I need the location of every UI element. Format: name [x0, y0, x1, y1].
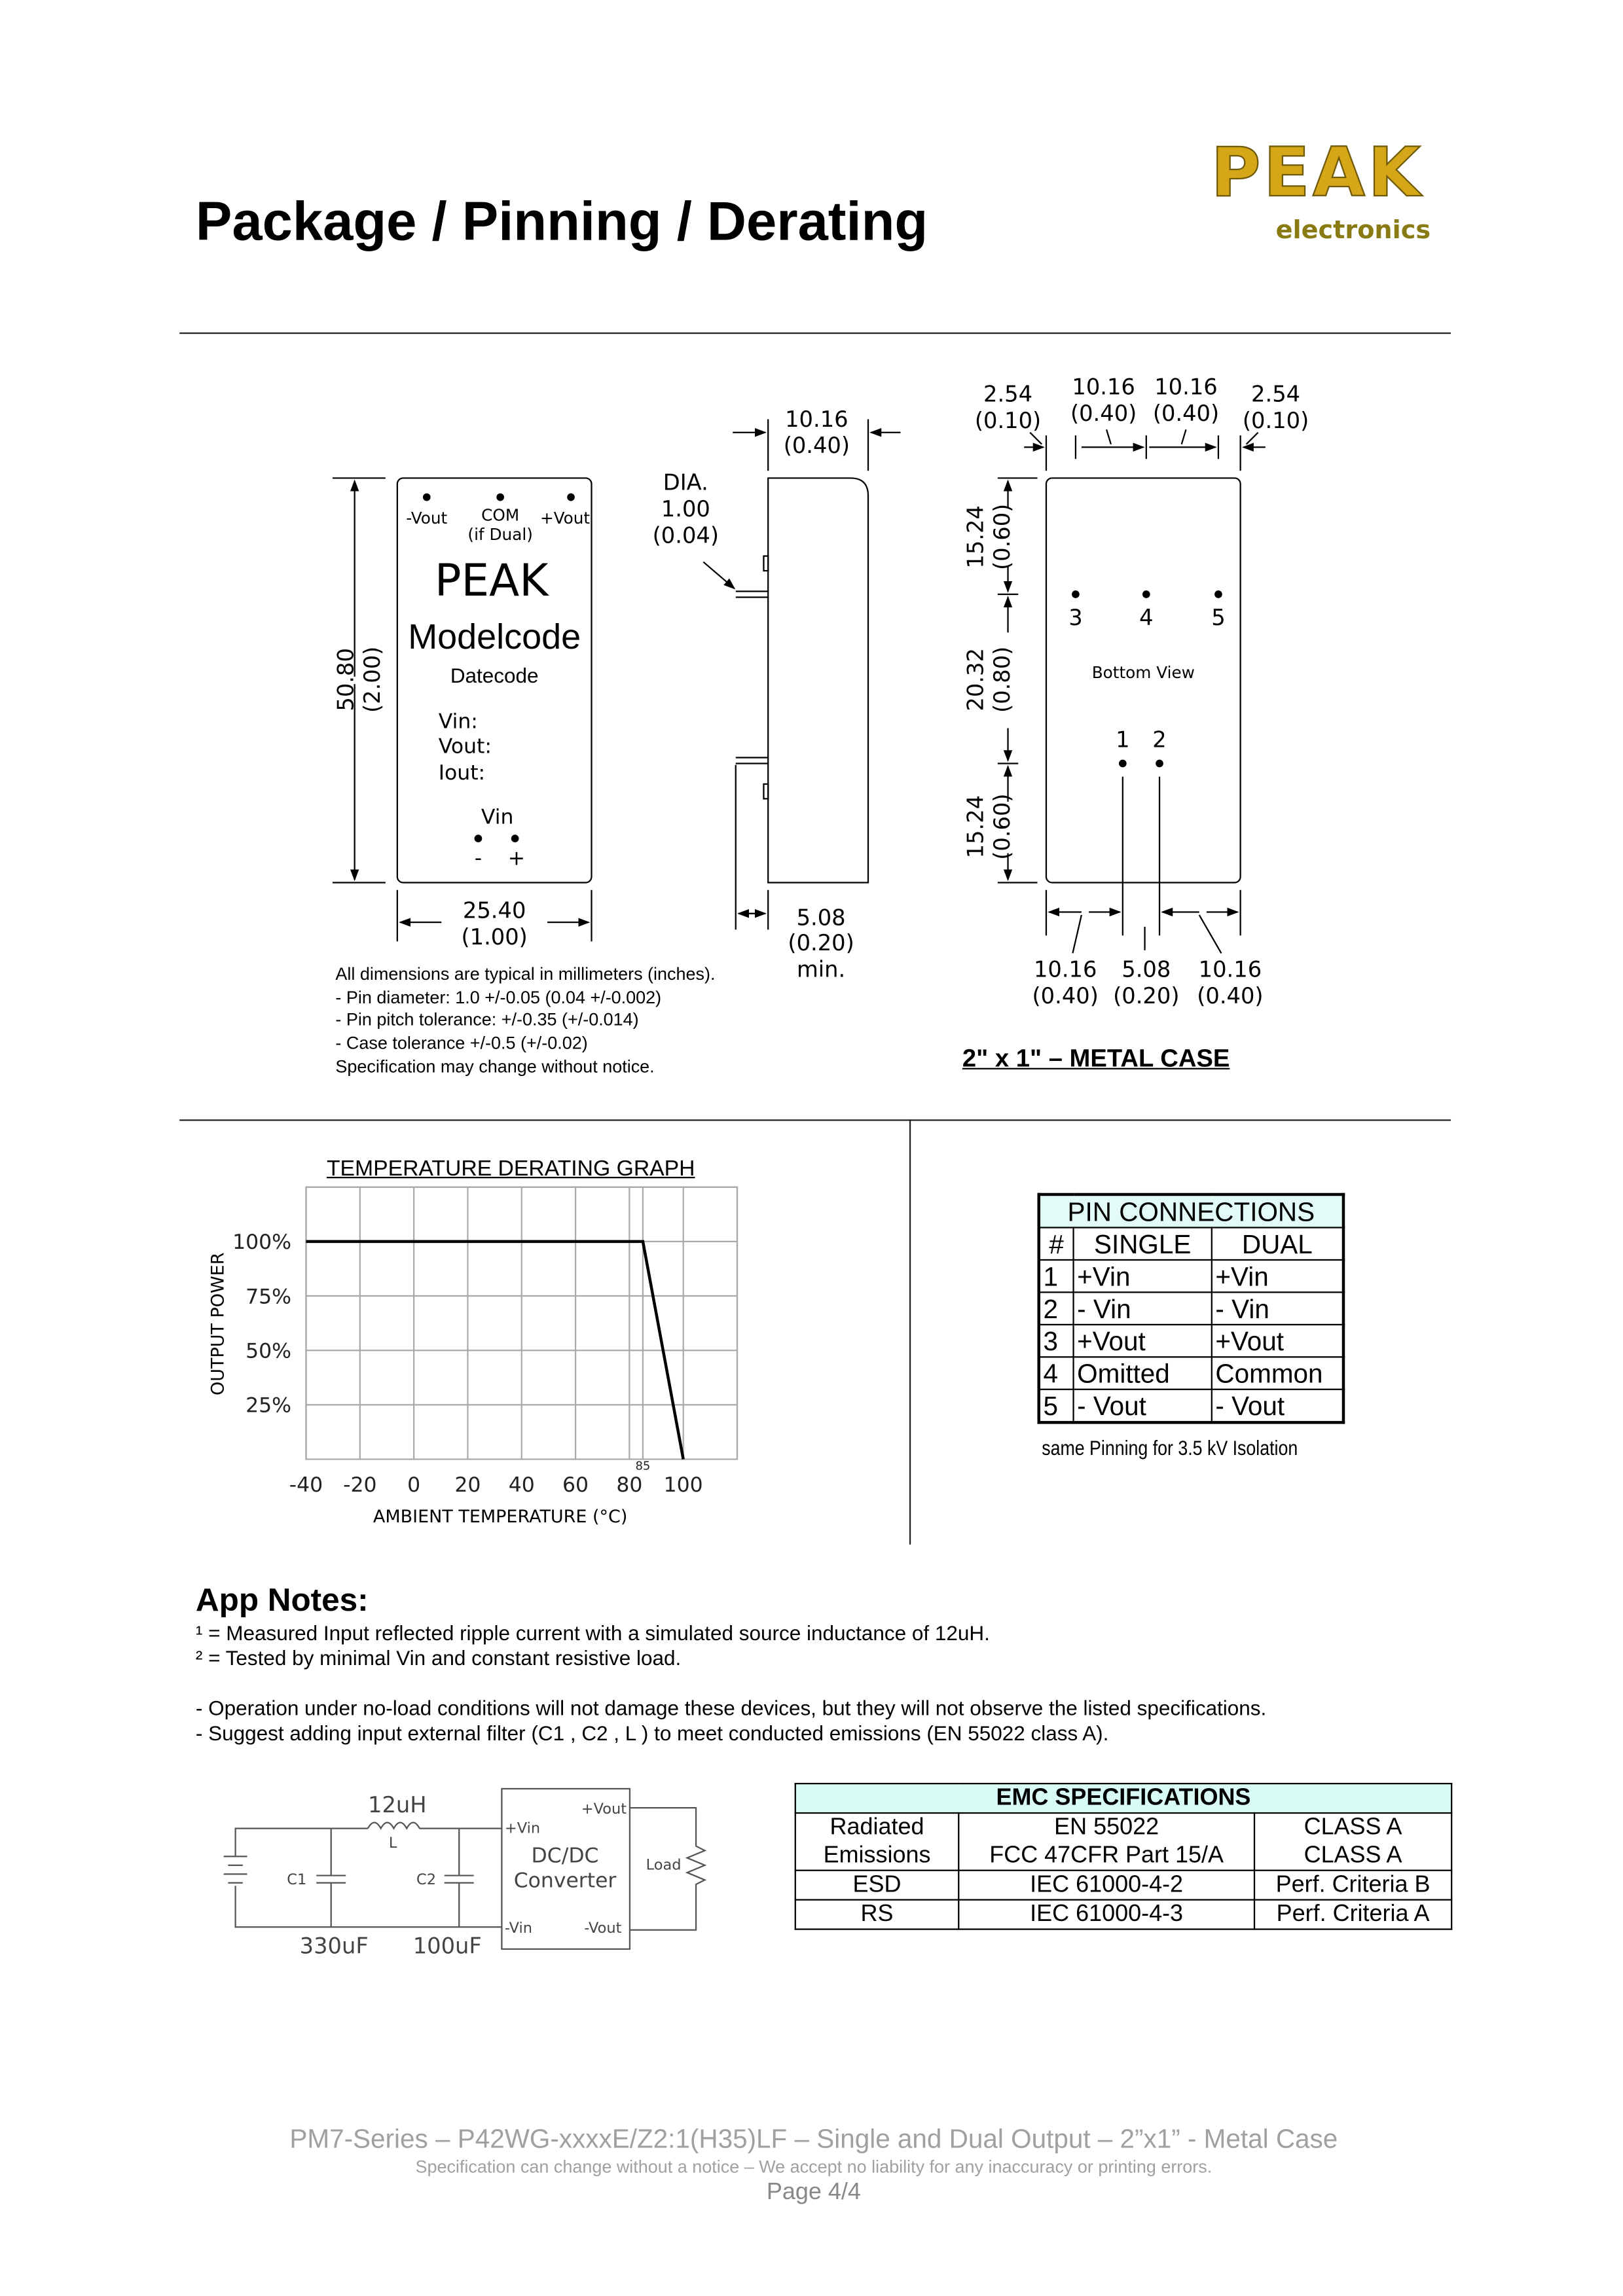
cell: 1	[1039, 1260, 1074, 1292]
isolation-note: same Pinning for 3.5 kV Isolation	[1042, 1435, 1298, 1460]
logo-sub: electronics	[1275, 216, 1431, 245]
modelcode: Modelcode	[408, 617, 581, 657]
dim-mm: 10.16	[1072, 374, 1135, 400]
y-tick-label: 50%	[246, 1339, 292, 1363]
cell: +Vin	[1212, 1260, 1343, 1292]
app-note: ¹ = Measured Input reflected ripple current with a simulated source inductance of 12uH.	[195, 1621, 990, 1645]
height-mm: 50.80	[333, 648, 359, 711]
thickness-in: (0.40)	[783, 433, 850, 459]
c1-value: 330uF	[299, 1933, 369, 1959]
cell: - Vin	[1074, 1292, 1212, 1324]
pin-number: 2	[1152, 726, 1167, 753]
plus-vin-label: +Vin	[504, 1820, 541, 1837]
battery-icon	[224, 1856, 247, 1882]
cell: 4	[1039, 1357, 1074, 1389]
vin-label: Vin:	[438, 709, 478, 734]
x-tick-label: -40	[289, 1473, 323, 1497]
emc-specifications-table	[795, 1783, 1453, 1930]
case-label: 2" x 1" – METAL CASE	[962, 1044, 1230, 1073]
dim-mm: 10.16	[1154, 374, 1218, 400]
dim-mm: 5.08	[1122, 956, 1171, 982]
x-tick-label: 20	[454, 1473, 481, 1497]
pin-label: COM	[481, 505, 520, 525]
cell: Perf. Criteria B	[1254, 1871, 1451, 1900]
capacitor-c1-icon	[316, 1829, 346, 1928]
cell: Emissions	[823, 1843, 931, 1869]
cell: - Vout	[1212, 1390, 1343, 1423]
pin-length-mm: 5.08	[796, 905, 846, 931]
converter-label: DC/DC	[531, 1844, 599, 1868]
cell: Radiated	[830, 1815, 924, 1840]
height-in: (2.00)	[359, 646, 385, 713]
column-header: SINGLE	[1074, 1228, 1212, 1260]
c1-label: C1	[287, 1871, 307, 1889]
note-line: - Pin diameter: 1.0 +/-0.05 (0.04 +/-0.002)	[335, 986, 662, 1007]
dia-label: DIA.	[663, 469, 708, 495]
cell: - Vout	[1074, 1390, 1212, 1423]
y-tick-label: 75%	[246, 1285, 292, 1309]
cell: ESD	[795, 1871, 958, 1900]
app-note: ² = Tested by minimal Vin and constant resistive load.	[195, 1645, 682, 1670]
cell: CLASS A	[1304, 1815, 1402, 1840]
pin-number: 4	[1139, 605, 1154, 631]
plus-vout-label: +Vout	[581, 1801, 627, 1818]
footer-title: PM7-Series – P42WG-xxxxE/Z2:1(H35)LF – Single and Dual Output – 2”x1” - Metal Case	[289, 2124, 1338, 2154]
chart-title: TEMPERATURE DERATING GRAPH	[326, 1156, 695, 1181]
dim-in: (0.80)	[989, 646, 1015, 713]
dim-in: (0.10)	[1242, 408, 1309, 434]
dim-mm: 15.24	[962, 795, 989, 859]
y-tick-label: 25%	[246, 1393, 292, 1418]
table-row	[795, 1813, 1451, 1871]
pin-label: +Vout	[539, 509, 591, 528]
inductor-label: L	[388, 1834, 397, 1852]
x-tick-label: 100	[663, 1473, 703, 1497]
table-row	[795, 1871, 1451, 1900]
note-line: Specification may change without notice.	[335, 1056, 655, 1077]
width-in: (1.00)	[461, 924, 528, 950]
capacitor-c2-icon	[445, 1829, 474, 1928]
c2-value: 100uF	[412, 1933, 482, 1959]
dim-in: (0.20)	[1113, 982, 1180, 1009]
dia-mm: 1.00	[661, 495, 710, 522]
app-note: - Operation under no-load conditions will not damage these devices, but they will not observe the listed specifications.	[195, 1696, 1267, 1720]
x-axis-label: AMBIENT TEMPERATURE (°C)	[373, 1507, 628, 1528]
dim-mm: 20.32	[962, 648, 989, 711]
dim-mm: 15.24	[962, 505, 989, 569]
cell: +Vin	[1074, 1260, 1212, 1292]
cell: EN 55022	[1054, 1815, 1159, 1840]
vout-label: Vout:	[438, 734, 492, 759]
dim-in: (0.10)	[974, 408, 1042, 434]
dim-in: (0.40)	[1070, 400, 1137, 426]
column-header: #	[1039, 1228, 1074, 1260]
note-line: All dimensions are typical in millimeters (inches).	[335, 963, 716, 984]
cell: 2	[1039, 1292, 1074, 1324]
page-number: Page 4/4	[766, 2179, 861, 2206]
load-label: Load	[646, 1856, 682, 1874]
annotation-85: 85	[635, 1459, 651, 1473]
iout-label: Iout:	[438, 761, 486, 785]
cell: Common	[1212, 1357, 1343, 1389]
cell: 5	[1039, 1390, 1074, 1423]
emc-title: EMC SPECIFICATIONS	[795, 1784, 1451, 1813]
pin-number: 3	[1068, 605, 1083, 631]
converter-label: Converter	[513, 1869, 617, 1893]
datecode: Datecode	[450, 664, 539, 687]
width-mm: 25.40	[462, 897, 526, 924]
column-header: DUAL	[1212, 1228, 1343, 1260]
table-row	[795, 1900, 1451, 1929]
cell: FCC 47CFR Part 15/A	[989, 1843, 1224, 1869]
dim-mm: 10.16	[1033, 956, 1097, 982]
pin-label: -Vout	[406, 509, 448, 528]
x-tick-label: -20	[343, 1473, 377, 1497]
c2-label: C2	[416, 1871, 437, 1889]
bottom-view-label: Bottom View	[1091, 663, 1195, 683]
cell: +Vout	[1074, 1325, 1212, 1357]
cell: - Vin	[1212, 1292, 1343, 1324]
minus-label: -	[474, 846, 483, 870]
dim-mm: 2.54	[1251, 381, 1301, 407]
note-line: - Pin pitch tolerance: +/-0.35 (+/-0.014)	[335, 1009, 639, 1031]
plus-label: +	[507, 846, 526, 870]
y-axis-label: OUTPUT POWER	[208, 1252, 228, 1395]
minus-vout-label: -Vout	[584, 1920, 622, 1937]
inductor-icon	[368, 1823, 420, 1829]
inductor-value: 12uH	[368, 1791, 427, 1818]
note-line: - Case tolerance +/-0.5 (+/-0.02)	[335, 1032, 588, 1054]
app-note: - Suggest adding input external filter (C1 , C2 , L ) to meet conducted emissions (EN 55022 class A).	[195, 1721, 1109, 1745]
dim-in: (0.40)	[1152, 400, 1220, 426]
cell: Omitted	[1074, 1357, 1212, 1389]
vin-pins-label: Vin	[481, 805, 514, 829]
cell: +Vout	[1212, 1325, 1343, 1357]
pin-length-in: (0.20)	[788, 929, 854, 956]
dim-in: (0.40)	[1032, 982, 1099, 1009]
minus-vin-label: -Vin	[504, 1920, 533, 1937]
x-tick-label: 0	[407, 1473, 421, 1497]
x-tick-label: 60	[562, 1473, 589, 1497]
cell: 3	[1039, 1325, 1074, 1357]
cell: CLASS A	[1304, 1843, 1402, 1869]
x-tick-label: 80	[616, 1473, 643, 1497]
page-title: Package / Pinning / Derating	[195, 191, 928, 252]
cell: RS	[795, 1900, 958, 1929]
thickness-mm: 10.16	[785, 406, 848, 432]
pin-number: 1	[1116, 726, 1130, 753]
pin-table-title: PIN CONNECTIONS	[1039, 1194, 1343, 1228]
pin-length-min: min.	[796, 956, 846, 982]
y-tick-label: 100%	[232, 1230, 292, 1255]
dim-in: (0.60)	[989, 503, 1015, 571]
dim-in: (0.60)	[989, 793, 1015, 860]
dia-in: (0.04)	[652, 522, 720, 548]
logo-brand: PEAK	[1211, 133, 1424, 212]
dim-in: (0.40)	[1197, 982, 1264, 1009]
dim-mm: 2.54	[983, 381, 1033, 407]
product-logo: PEAK	[434, 554, 549, 607]
cell: IEC 61000-4-2	[958, 1871, 1254, 1900]
app-notes-title: App Notes:	[195, 1581, 369, 1619]
cell: Perf. Criteria A	[1254, 1900, 1451, 1929]
cell: IEC 61000-4-3	[958, 1900, 1254, 1929]
footer-disclaimer: Specification can change without a notice – We accept no liability for any inaccuracy or printing errors.	[415, 2156, 1213, 2178]
pin-label: (if Dual)	[467, 524, 533, 544]
pin-number: 5	[1211, 605, 1226, 631]
x-tick-label: 40	[508, 1473, 535, 1497]
dim-mm: 10.16	[1198, 956, 1262, 982]
